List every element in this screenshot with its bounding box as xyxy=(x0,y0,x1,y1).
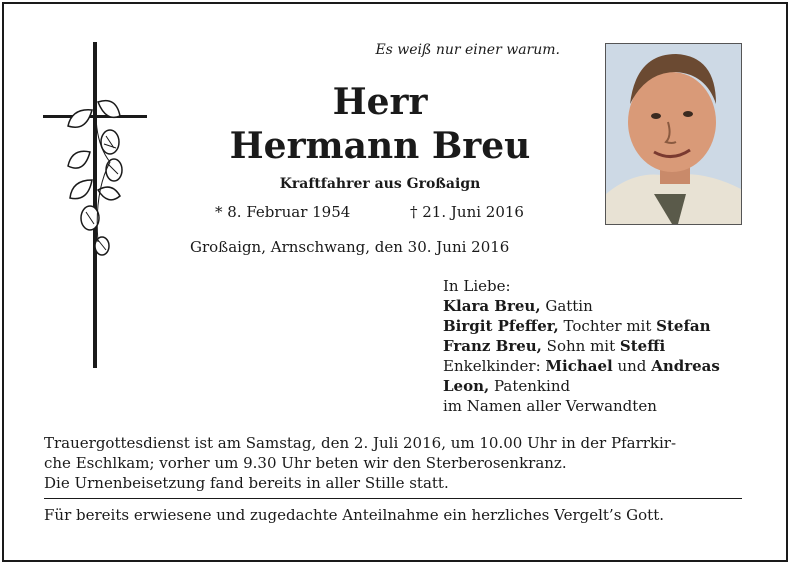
mourner-relation: und xyxy=(612,357,652,375)
mourner-name: Klara Breu, xyxy=(443,297,541,315)
mourner-relation: im Namen aller Verwandten xyxy=(443,397,657,415)
occupation: Kraftfahrer aus Großaign xyxy=(279,176,481,192)
mourner-name: Stefan xyxy=(656,317,711,335)
mourner-relation: Sohn mit xyxy=(541,337,620,355)
divider xyxy=(44,498,742,499)
mourner-name: Andreas xyxy=(651,357,720,375)
portrait-photo xyxy=(605,43,742,225)
mourners-heading: In Liebe: xyxy=(443,277,511,295)
service-line-3: Die Urnenbeisetzung fand bereits in aller Stille statt. xyxy=(44,474,449,492)
thanks-text: Für bereits erwiesene und zugedachte Anteilnahme ein herzliches Vergelt’s Gott. xyxy=(44,506,664,524)
mourner-line xyxy=(443,396,720,416)
mourner-line xyxy=(443,336,720,356)
mourner-name: Birgit Pfeffer, xyxy=(443,317,559,335)
mourner-relation: Tochter mit xyxy=(558,317,657,335)
mourner-line xyxy=(443,356,720,376)
mourner-relation: Gattin xyxy=(540,297,593,315)
mourner-relation: Enkelkinder: xyxy=(443,357,546,375)
mourner-relation: Patenkind xyxy=(489,377,571,395)
mourners-list xyxy=(443,276,720,416)
service-line-2: che Eschlkam; vorher um 9.30 Uhr beten wir den Sterberosenkranz. xyxy=(44,454,567,472)
birth-date: * 8. Februar 1954 xyxy=(215,203,351,221)
death-date: † 21. Juni 2016 xyxy=(410,203,524,221)
mourner-lines xyxy=(443,296,720,416)
mourner-name: Leon, xyxy=(443,377,490,395)
mourner-name: Franz Breu, xyxy=(443,337,542,355)
mourner-line xyxy=(443,296,720,316)
portrait-illustration xyxy=(606,44,741,224)
mourner-name: Michael xyxy=(545,357,613,375)
mourner-name: Steffi xyxy=(619,337,666,355)
mourner-line xyxy=(443,376,720,396)
salutation: Herr xyxy=(332,81,428,123)
place-and-date: Großaign, Arnschwang, den 30. Juni 2016 xyxy=(190,238,510,256)
deceased-name: Hermann Breu xyxy=(229,125,531,167)
mourner-line xyxy=(443,316,720,336)
funeral-service-info xyxy=(44,433,744,493)
service-line-1: Trauergottesdienst ist am Samstag, den 2. Juli 2016, um 10.00 Uhr in der Pfarrkir- xyxy=(44,434,677,452)
cross-with-hops-icon xyxy=(40,40,160,380)
motto: Es weiß nur einer warum. xyxy=(375,42,560,58)
